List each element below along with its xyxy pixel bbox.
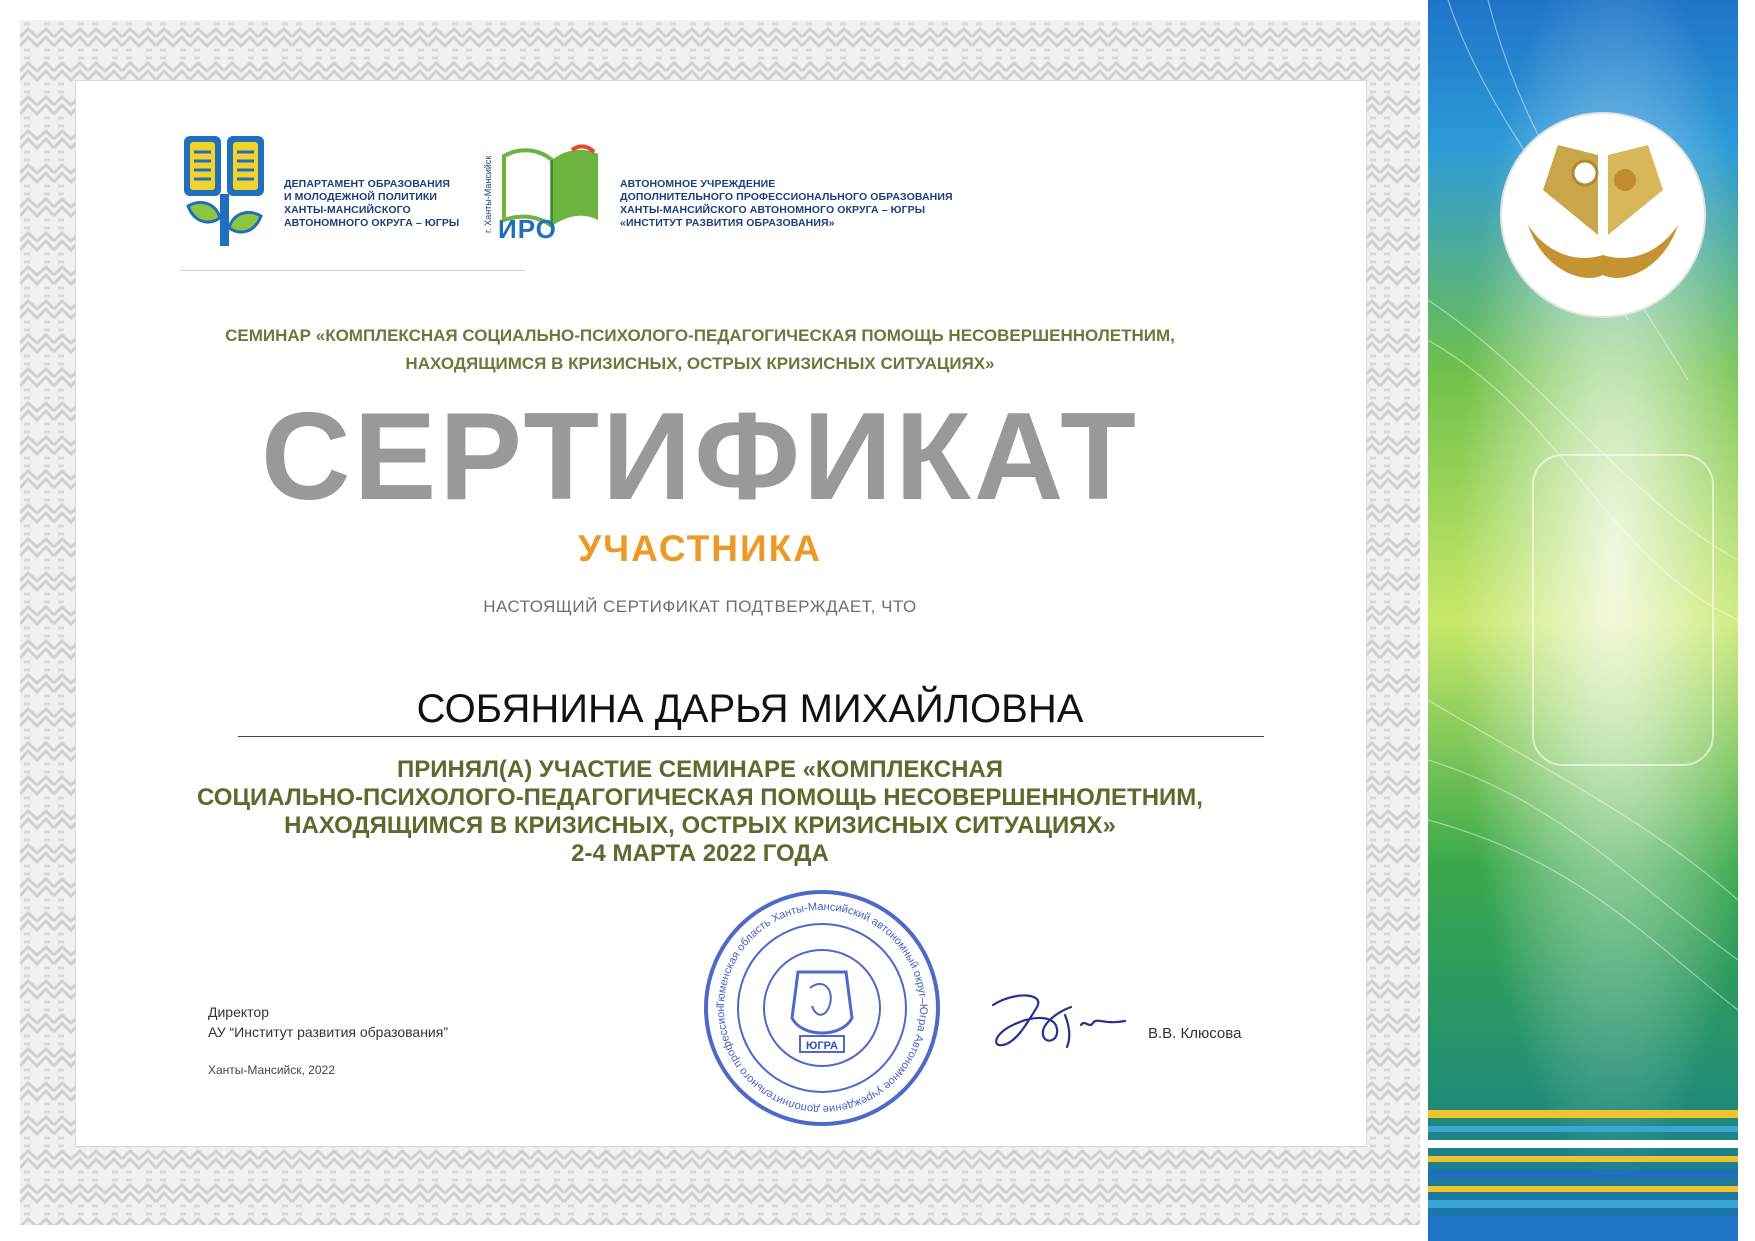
director-organization: АУ “Институт развития образования”: [208, 1024, 448, 1040]
logo-divider: [180, 270, 525, 271]
iro-line: ХАНТЫ-МАНСИЙСКОГО АВТОНОМНОГО ОКРУГА – ЮГРЫ: [620, 204, 926, 216]
department-line: ХАНТЫ-МАНСИЙСКОГО: [284, 204, 411, 216]
iro-vertical-text: [480, 140, 496, 240]
body-line: ПРИНЯЛ(А) УЧАСТИЕ СЕМИНАРЕ «КОМПЛЕКСНАЯ: [396, 756, 1004, 783]
svg-text:Тюменская область Ханты-Мансий: [702, 888, 929, 1115]
official-seal: [702, 888, 942, 1128]
iro-acronym: ИРО: [498, 214, 557, 244]
certificate-title: СЕРТИФИКАТ: [261, 388, 1139, 526]
confirmation-text: НАСТОЯЩИЙ СЕРТИФИКАТ ПОДТВЕРЖДАЕТ, ЧТО: [483, 597, 917, 616]
seminar-heading: [120, 322, 1280, 378]
iro-line: «ИНСТИТУТ РАЗВИТИЯ ОБРАЗОВАНИЯ»: [620, 217, 835, 229]
recipient-name: СОБЯНИНА ДАРЬЯ МИХАЙЛОВНА: [416, 687, 1084, 731]
director-title: Директор: [208, 1004, 269, 1020]
iro-line: ДОПОЛНИТЕЛЬНОГО ПРОФЕССИОНАЛЬНОГО ОБРАЗОВАНИЯ: [620, 191, 953, 203]
handwritten-signature-icon: [985, 985, 1130, 1055]
signer-name: В.В. Клюсова: [1148, 1025, 1242, 1042]
department-line: АВТОНОМНОГО ОКРУГА – ЮГРЫ: [284, 217, 460, 229]
iro-city-label: г. Ханты-Мансийск: [483, 155, 493, 233]
department-line: И МОЛОДЕЖНОЙ ПОЛИТИКИ: [284, 191, 438, 203]
green-abstract-background: [1428, 0, 1738, 1241]
body-line: НАХОДЯЩИМСЯ В КРИЗИСНЫХ, ОСТРЫХ КРИЗИСНЫХ СИТУАЦИЯХ»: [284, 812, 1116, 839]
event-dates: 2-4 МАРТА 2022 ГОДА: [571, 840, 829, 867]
hands-people-emblem-icon: [1501, 113, 1705, 317]
participation-text: [120, 756, 1280, 868]
place-and-year: Ханты-Мансийск, 2022: [208, 1063, 335, 1077]
book-tree-logo-icon: [182, 134, 267, 249]
department-line: ДЕПАРТАМЕНТ ОБРАЗОВАНИЯ: [284, 178, 451, 190]
stamp-ring-text: Тюменская область Ханты-Мансийский автономный округ–Югра Автономное учреждение дополнительного профессион: [714, 900, 930, 1116]
iro-name: [620, 178, 1000, 230]
official-seal-icon: [702, 888, 942, 1128]
signature: [985, 985, 1130, 1055]
stamp-center-text: ЮГРА: [806, 1040, 838, 1052]
seminar-line: НАХОДЯЩИМСЯ В КРИЗИСНЫХ, ОСТРЫХ КРИЗИСНЫХ СИТУАЦИЯХ»: [405, 354, 995, 373]
striped-bars: [1428, 1110, 1738, 1241]
department-logo: [182, 134, 267, 249]
recipient-underline: [238, 736, 1264, 737]
iro-line: АВТОНОМНОЕ УЧРЕЖДЕНИЕ: [620, 178, 776, 190]
certificate-subtitle: УЧАСТНИКА: [578, 528, 822, 569]
body-line: СОЦИАЛЬНО-ПСИХОЛОГО-ПЕДАГОГИЧЕСКАЯ ПОМОЩЬ НЕСОВЕРШЕННОЛЕТНИМ,: [197, 784, 1203, 811]
decorative-side-panel: [1428, 0, 1738, 1241]
seminar-line: СЕМИНАР «КОМПЛЕКСНАЯ СОЦИАЛЬНО-ПСИХОЛОГО-ПЕДАГОГИЧЕСКАЯ ПОМОЩЬ НЕСОВЕРШЕННОЛЕТНИМ,: [225, 326, 1175, 345]
